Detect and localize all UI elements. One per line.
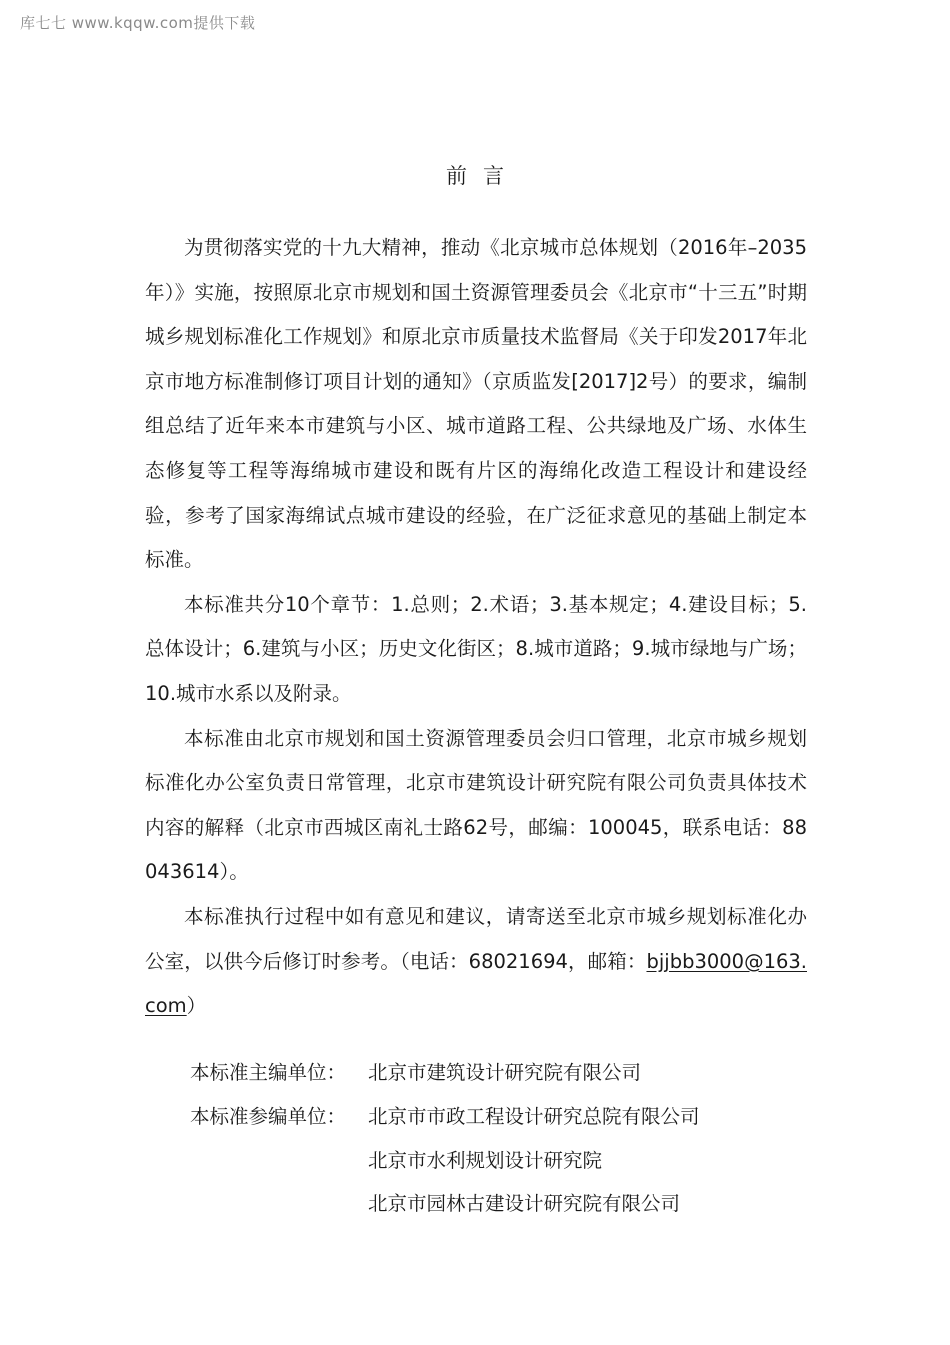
drafting-units: [190, 1051, 700, 1226]
paragraph-purpose: 为贯彻落实党的十九大精神，推动《北京城市总体规划（2016年–2035年）》实施，按照原北京市规划和国土资源管理委员会《北京市“十三五”时期城乡规划标准化工作规划》和原北京市质量技术监督局《关于印发2017年北京市地方标准制修订项目计划的通知》（京质监发[2017]2号）的要求，编制组总结了近年来本市建筑与小区、城市道路工程、公共绿地及广场、水体生态修复等工程等海绵城市建设和既有片区的海绵化改造工程设计和建设经验，参考了国家海绵试点城市建设的经验，在广泛征求意见的基础上制定本标准。: [145, 236, 807, 572]
feedback-closing: ）: [186, 994, 207, 1018]
page-title: 前言: [446, 164, 520, 188]
paragraph-feedback: [145, 895, 807, 1029]
feedback-text: 本标准执行过程中如有意见和建议，请寄送至北京市城乡规划标准化办公室，以供今后修订时参考。（电话：68021694，邮箱：: [145, 904, 807, 973]
participating-units-row: [190, 1095, 700, 1226]
email-link[interactable]: bjjbb3000@163.com: [145, 949, 807, 1018]
participating-unit-name: 北京市园林古建设计研究院有限公司: [368, 1192, 681, 1216]
chief-unit-name: 北京市建筑设计研究院有限公司: [368, 1061, 642, 1084]
participating-unit-name: 北京市水利规划设计研究院: [368, 1148, 603, 1172]
foreword-body: [145, 226, 807, 1029]
download-watermark: 库七七 www.kqqw.com提供下载: [20, 14, 256, 32]
participating-unit-label: 本标准参编单位：: [190, 1104, 347, 1128]
participating-unit-list: [368, 1095, 700, 1226]
chief-unit-label: 本标准主编单位：: [190, 1061, 347, 1084]
paragraph-chapters: 本标准共分10个章节：1.总则；2.术语；3.基本规定；4.建设目标；5.总体设计；6.建筑与小区；历史文化街区；8.城市道路；9.城市绿地与广场；10.城市水系以及附录。: [145, 592, 807, 705]
paragraph-management: 本标准由北京市规划和国土资源管理委员会归口管理，北京市城乡规划标准化办公室负责日常管理，北京市建筑设计研究院有限公司负责具体技术内容的解释（北京市西城区南礼士路62号，邮编：100045，联系电话：88043614）。: [145, 726, 807, 884]
chief-unit-row: [190, 1051, 700, 1095]
participating-unit-name: 北京市市政工程设计研究总院有限公司: [368, 1104, 700, 1128]
